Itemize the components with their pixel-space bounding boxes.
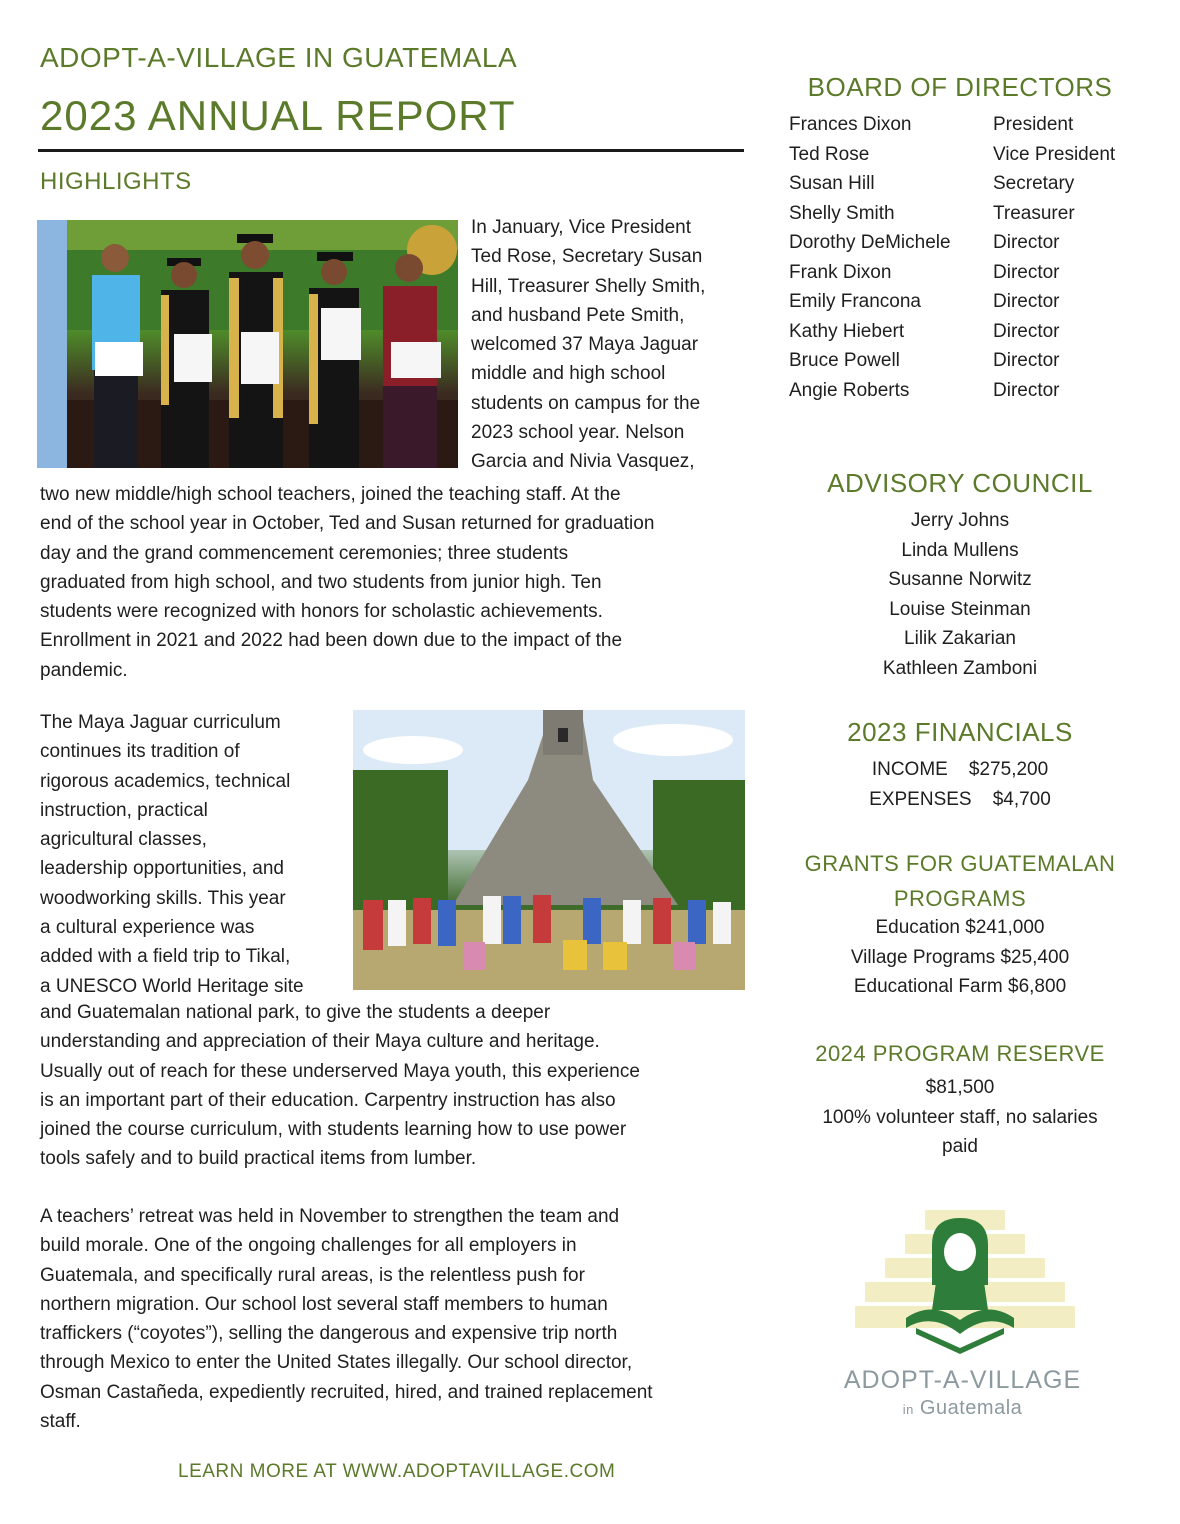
text-line: tools safely and to build practical items from lumber. (40, 1148, 477, 1170)
text-line: a UNESCO World Heritage site (40, 975, 304, 997)
highlights-paragraph-2-full (40, 998, 760, 1174)
text-line: 2023 school year. Nelson (471, 422, 685, 444)
member-name: Angie Roberts (789, 379, 910, 401)
graduation-photo (37, 220, 458, 468)
board-member-row (789, 346, 1115, 376)
advisory-council-heading: ADVISORY COUNCIL (827, 468, 1093, 498)
text-line: A teachers’ retreat was held in November to strengthen the team and (40, 1206, 620, 1227)
board-member-row (789, 376, 1115, 406)
board-member-row (789, 199, 1115, 229)
highlights-paragraph-1-full (40, 480, 760, 685)
member-name: Frank Dixon (789, 261, 892, 283)
text-line: students on campus for the (471, 392, 701, 414)
member-name: Frances Dixon (789, 114, 912, 135)
member-name: Ted Rose (789, 143, 870, 165)
board-member-row (789, 317, 1115, 347)
text-line: a cultural experience was (40, 917, 255, 939)
council-member: Louise Steinman (889, 598, 1031, 620)
text-line: middle and high school (471, 363, 666, 385)
text-line: through Mexico to enter the United States illegally. Our school director, (40, 1352, 633, 1374)
text-line: woodworking skills. This year (40, 887, 286, 909)
text-line: is an important part of their education. Carpentry instruction has also (40, 1089, 616, 1111)
reserve-heading: 2024 PROGRAM RESERVE (815, 1041, 1105, 1066)
logo-text: ADOPT-A-VILLAGE (843, 1366, 1082, 1394)
board-member-row (789, 287, 1115, 317)
text-line: continues its tradition of (40, 741, 240, 763)
title-divider (38, 149, 744, 152)
text-line: leadership opportunities, and (40, 858, 285, 880)
org-line: ADOPT-A-VILLAGE IN GUATEMALA (40, 42, 518, 73)
grant-item: Educational Farm $6,800 (853, 976, 1067, 997)
text-line: added with a field trip to Tikal, (40, 946, 291, 968)
member-name: Shelly Smith (789, 202, 895, 224)
text-line: two new middle/high school teachers, joined the teaching staff. At the (40, 484, 621, 505)
member-name: Dorothy DeMichele (789, 232, 951, 253)
adopt-a-village-logo (840, 1200, 1090, 1430)
logo-sub-main: Guatemala (919, 1397, 1023, 1419)
text-line: The Maya Jaguar curriculum (40, 712, 281, 733)
board-list (789, 110, 1115, 405)
text-line: build morale. One of the ongoing challenges for all employers in (40, 1235, 577, 1257)
text-line: pandemic. (40, 659, 128, 681)
logo-subtext (830, 1397, 1095, 1420)
board-member-row (789, 228, 1115, 258)
text-line: graduated from high school, and two students from junior high. Ten (40, 571, 602, 593)
text-line: understanding and appreciation of their Maya culture and heritage. (40, 1031, 600, 1053)
text-line: rigorous academics, technical (40, 770, 291, 792)
council-member: Lilik Zakarian (904, 628, 1016, 649)
board-member-row (789, 110, 1115, 140)
grants-heading (780, 846, 1140, 916)
grants-heading-line: GRANTS FOR GUATEMALAN (804, 851, 1116, 876)
member-role: Director (993, 261, 1060, 283)
member-name: Kathy Hiebert (789, 320, 905, 342)
member-role: Secretary (993, 173, 1075, 194)
text-line: joined the course curriculum, with students learning how to use power (40, 1119, 627, 1141)
income-line: INCOME $275,200 (871, 759, 1049, 780)
reserve-amount: $81,500 (925, 1077, 995, 1098)
logo-sub-small: in (902, 1402, 914, 1417)
financials-list (780, 755, 1140, 814)
text-line: and husband Pete Smith, (471, 304, 685, 326)
text-line: Guatemala, and specifically rural areas, is the relentless push for (40, 1264, 585, 1286)
member-role: Director (993, 320, 1060, 342)
board-member-row (789, 169, 1115, 199)
highlights-heading: HIGHLIGHTS (40, 168, 192, 195)
expenses-line: EXPENSES $4,700 (869, 788, 1051, 810)
text-line: Ted Rose, Secretary Susan (471, 246, 703, 268)
council-member: Susanne Norwitz (888, 569, 1032, 590)
member-role: Director (993, 379, 1060, 401)
text-line: northern migration. Our school lost several staff members to human (40, 1293, 608, 1315)
highlights-paragraph-2-wrapped (40, 708, 340, 1001)
board-member-row (789, 140, 1115, 170)
member-role: President (993, 114, 1074, 135)
grants-heading-line: PROGRAMS (893, 886, 1027, 911)
member-name: Susan Hill (789, 173, 875, 194)
page-title: 2023 ANNUAL REPORT (40, 92, 516, 139)
volunteer-note: paid (942, 1136, 978, 1157)
text-line: Osman Castañeda, expediently recruited, hired, and trained replacement (40, 1381, 653, 1403)
text-line: Enrollment in 2021 and 2022 had been down due to the impact of the (40, 630, 623, 652)
text-line: staff. (40, 1411, 81, 1433)
financials-heading: 2023 FINANCIALS (847, 717, 1073, 747)
council-member: Linda Mullens (901, 539, 1019, 561)
member-role: Director (993, 291, 1060, 312)
member-name: Emily Francona (789, 291, 921, 312)
text-line: day and the grand commencement ceremonies; three students (40, 542, 569, 564)
text-line: traffickers (“coyotes”), selling the dangerous and expensive trip north (40, 1323, 618, 1345)
text-line: and Guatemalan national park, to give the students a deeper (40, 1002, 551, 1023)
member-role: Vice President (993, 143, 1116, 165)
text-line: welcomed 37 Maya Jaguar (471, 334, 699, 356)
reserve-details (780, 1073, 1140, 1162)
member-role: Director (993, 232, 1060, 253)
website-link[interactable]: LEARN MORE AT WWW.ADOPTAVILLAGE.COM (178, 1461, 616, 1482)
grants-list (780, 913, 1140, 1002)
advisory-council-list (780, 506, 1140, 683)
board-heading: BOARD OF DIRECTORS (807, 72, 1113, 102)
grant-item: Education $241,000 (875, 917, 1045, 938)
text-line: Garcia and Nivia Vasquez, (471, 451, 695, 473)
member-name: Bruce Powell (789, 350, 900, 371)
council-member: Jerry Johns (910, 510, 1010, 531)
text-line: students were recognized with honors for scholastic achievements. (40, 601, 603, 623)
text-line: Hill, Treasurer Shelly Smith, (471, 275, 706, 297)
text-line: instruction, practical (40, 799, 208, 821)
text-line: agricultural classes, (40, 829, 207, 851)
highlights-paragraph-3 (40, 1202, 755, 1436)
highlights-paragraph-1-wrapped (471, 213, 751, 477)
board-member-row (789, 258, 1115, 288)
member-role: Director (993, 350, 1060, 371)
tikal-group-photo (353, 710, 745, 990)
text-line: end of the school year in October, Ted and Susan returned for graduation (40, 513, 655, 535)
grant-item: Village Programs $25,400 (850, 946, 1070, 968)
text-line: In January, Vice President (471, 217, 692, 238)
member-role: Treasurer (993, 202, 1075, 224)
text-line: Usually out of reach for these underserved Maya youth, this experience (40, 1060, 640, 1082)
council-member: Kathleen Zamboni (882, 657, 1038, 679)
volunteer-note: 100% volunteer staff, no salaries (822, 1106, 1098, 1128)
